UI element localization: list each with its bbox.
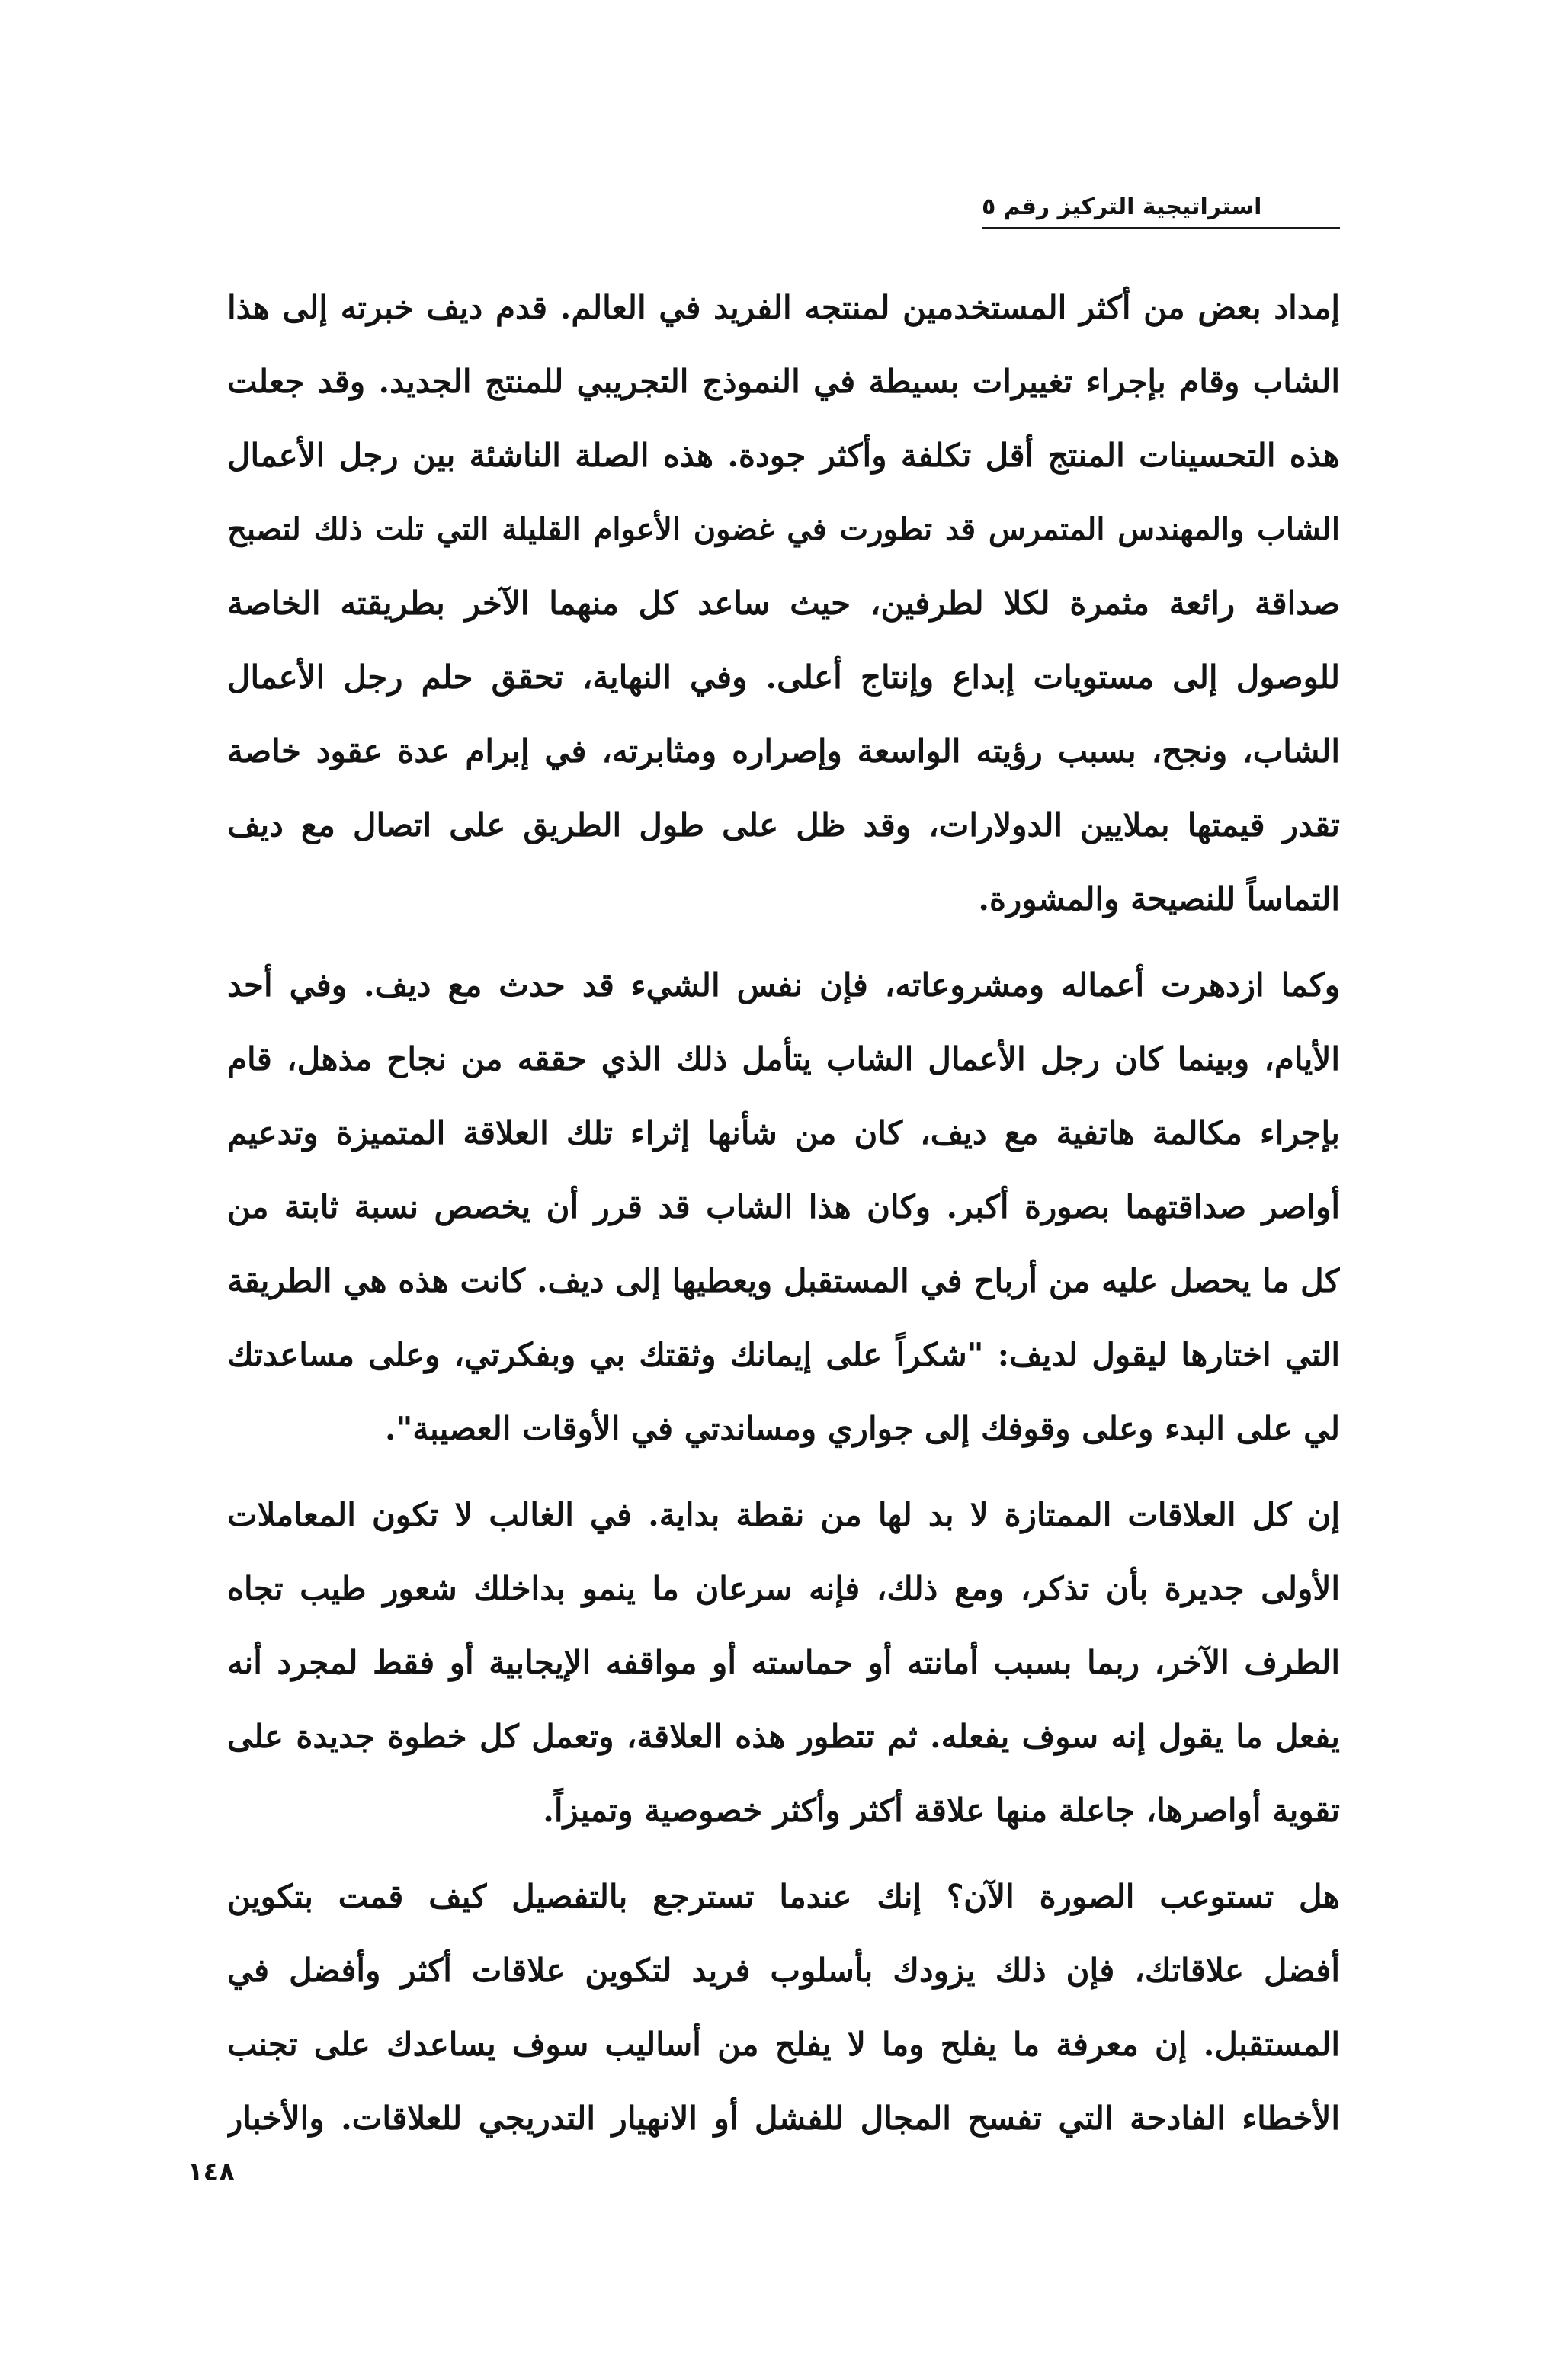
text-line: الشاب والمهندس المتمرس قد تطورت في غضون الأعوام القليلة التي تلت ذلك لتصبح — [227, 511, 1340, 547]
text-line: كل ما يحصل عليه من أرباح في المستقبل ويعطيها إلى ديف. كانت هذه هي الطريقة — [227, 1262, 1340, 1299]
text-line: هل تستوعب الصورة الآن؟ إنك عندما تسترجع بالتفصيل كيف قمت بتكوين — [227, 1878, 1340, 1915]
text-line: هذه التحسينات المنتج أقل تكلفة وأكثر جودة. هذه الصلة الناشئة بين رجل الأعمال — [227, 437, 1340, 474]
text-line: أواصر صداقتهما بصورة أكبر. وكان هذا الشاب قد قرر أن يخصص نسبة ثابتة من — [227, 1188, 1340, 1225]
running-header — [982, 181, 1340, 229]
text-line: الأولى جديرة بأن تذكر، ومع ذلك، فإنه سرعان ما ينمو بداخلك شعور طيب تجاه — [227, 1570, 1340, 1607]
running-title: استراتيجية التركيز رقم ٥ — [982, 194, 1262, 220]
paragraph-3 — [227, 1478, 1340, 1847]
text-line: التي اختارها ليقول لديف: "شكراً على إيمانك وثقتك بي وبفكرتي، وعلى مساعدتك — [227, 1336, 1340, 1373]
text-line: المستقبل. إن معرفة ما يفلح وما لا يفلح من أساليب سوف يساعدك على تجنب — [227, 2026, 1340, 2063]
text-line: لي على البدء وعلى وقوفك إلى جواري ومساندتي في الأوقات العصيبة". — [384, 1410, 1340, 1447]
text-line: يفعل ما يقول إنه سوف يفعله. ثم تتطور هذه العلاقة، وتعمل كل خطوة جديدة على — [227, 1718, 1340, 1755]
page-number: ١٤٨ — [187, 2157, 235, 2187]
text-line: أفضل علاقاتك، فإن ذلك يزودك بأسلوب فريد لتكوين علاقات أكثر وأفضل في — [227, 1952, 1340, 1989]
text-line: الشاب، ونجح، بسبب رؤيته الواسعة وإصراره ومثابرته، في إبرام عدة عقود خاصة — [227, 732, 1340, 770]
body-text — [227, 271, 1340, 2167]
paragraph-4 — [227, 1859, 1340, 2155]
text-line: تقوية أواصرها، جاعلة منها علاقة أكثر وأكثر خصوصية وتميزاً. — [543, 1792, 1340, 1829]
text-line: للوصول إلى مستويات إبداع وإنتاج أعلى. وفي النهاية، تحقق حلم رجل الأعمال — [227, 658, 1340, 696]
text-line: إن كل العلاقات الممتازة لا بد لها من نقطة بداية. في الغالب لا تكون المعاملات — [227, 1496, 1340, 1533]
text-line: صداقة رائعة مثمرة لكلا لطرفين، حيث ساعد كل منهما الآخر بطريقته الخاصة — [227, 585, 1340, 622]
text-line: بإجراء مكالمة هاتفية مع ديف، كان من شأنها إثراء تلك العلاقة المتميزة وتدعيم — [227, 1114, 1340, 1152]
text-line: الأخطاء الفادحة التي تفسح المجال للفشل أو الانهيار التدريجي للعلاقات. والأخبار — [227, 2100, 1340, 2137]
text-line: وكما ازدهرت أعماله ومشروعاته، فإن نفس الشيء قد حدث مع ديف. وفي أحد — [227, 966, 1340, 1004]
paragraph-2 — [227, 948, 1340, 1465]
text-line: الطرف الآخر، ربما بسبب أمانته أو حماسته أو مواقفه الإيجابية أو فقط لمجرد أنه — [227, 1644, 1340, 1681]
text-line: تقدر قيمتها بملايين الدولارات، وقد ظل على طول الطريق على اتصال مع ديف — [227, 806, 1340, 844]
paragraph-1 — [227, 271, 1340, 936]
text-line: إمداد بعض من أكثر المستخدمين لمنتجه الفريد في العالم. قدم ديف خبرته إلى هذا — [227, 289, 1340, 326]
text-line: الشاب وقام بإجراء تغييرات بسيطة في النموذج التجريبي للمنتج الجديد. وقد جعلت — [227, 363, 1340, 400]
text-line: التماساً للنصيحة والمشورة. — [978, 880, 1340, 918]
text-line: الأيام، وبينما كان رجل الأعمال الشاب يتأمل ذلك الذي حققه من نجاح مذهل، قام — [227, 1040, 1340, 1078]
